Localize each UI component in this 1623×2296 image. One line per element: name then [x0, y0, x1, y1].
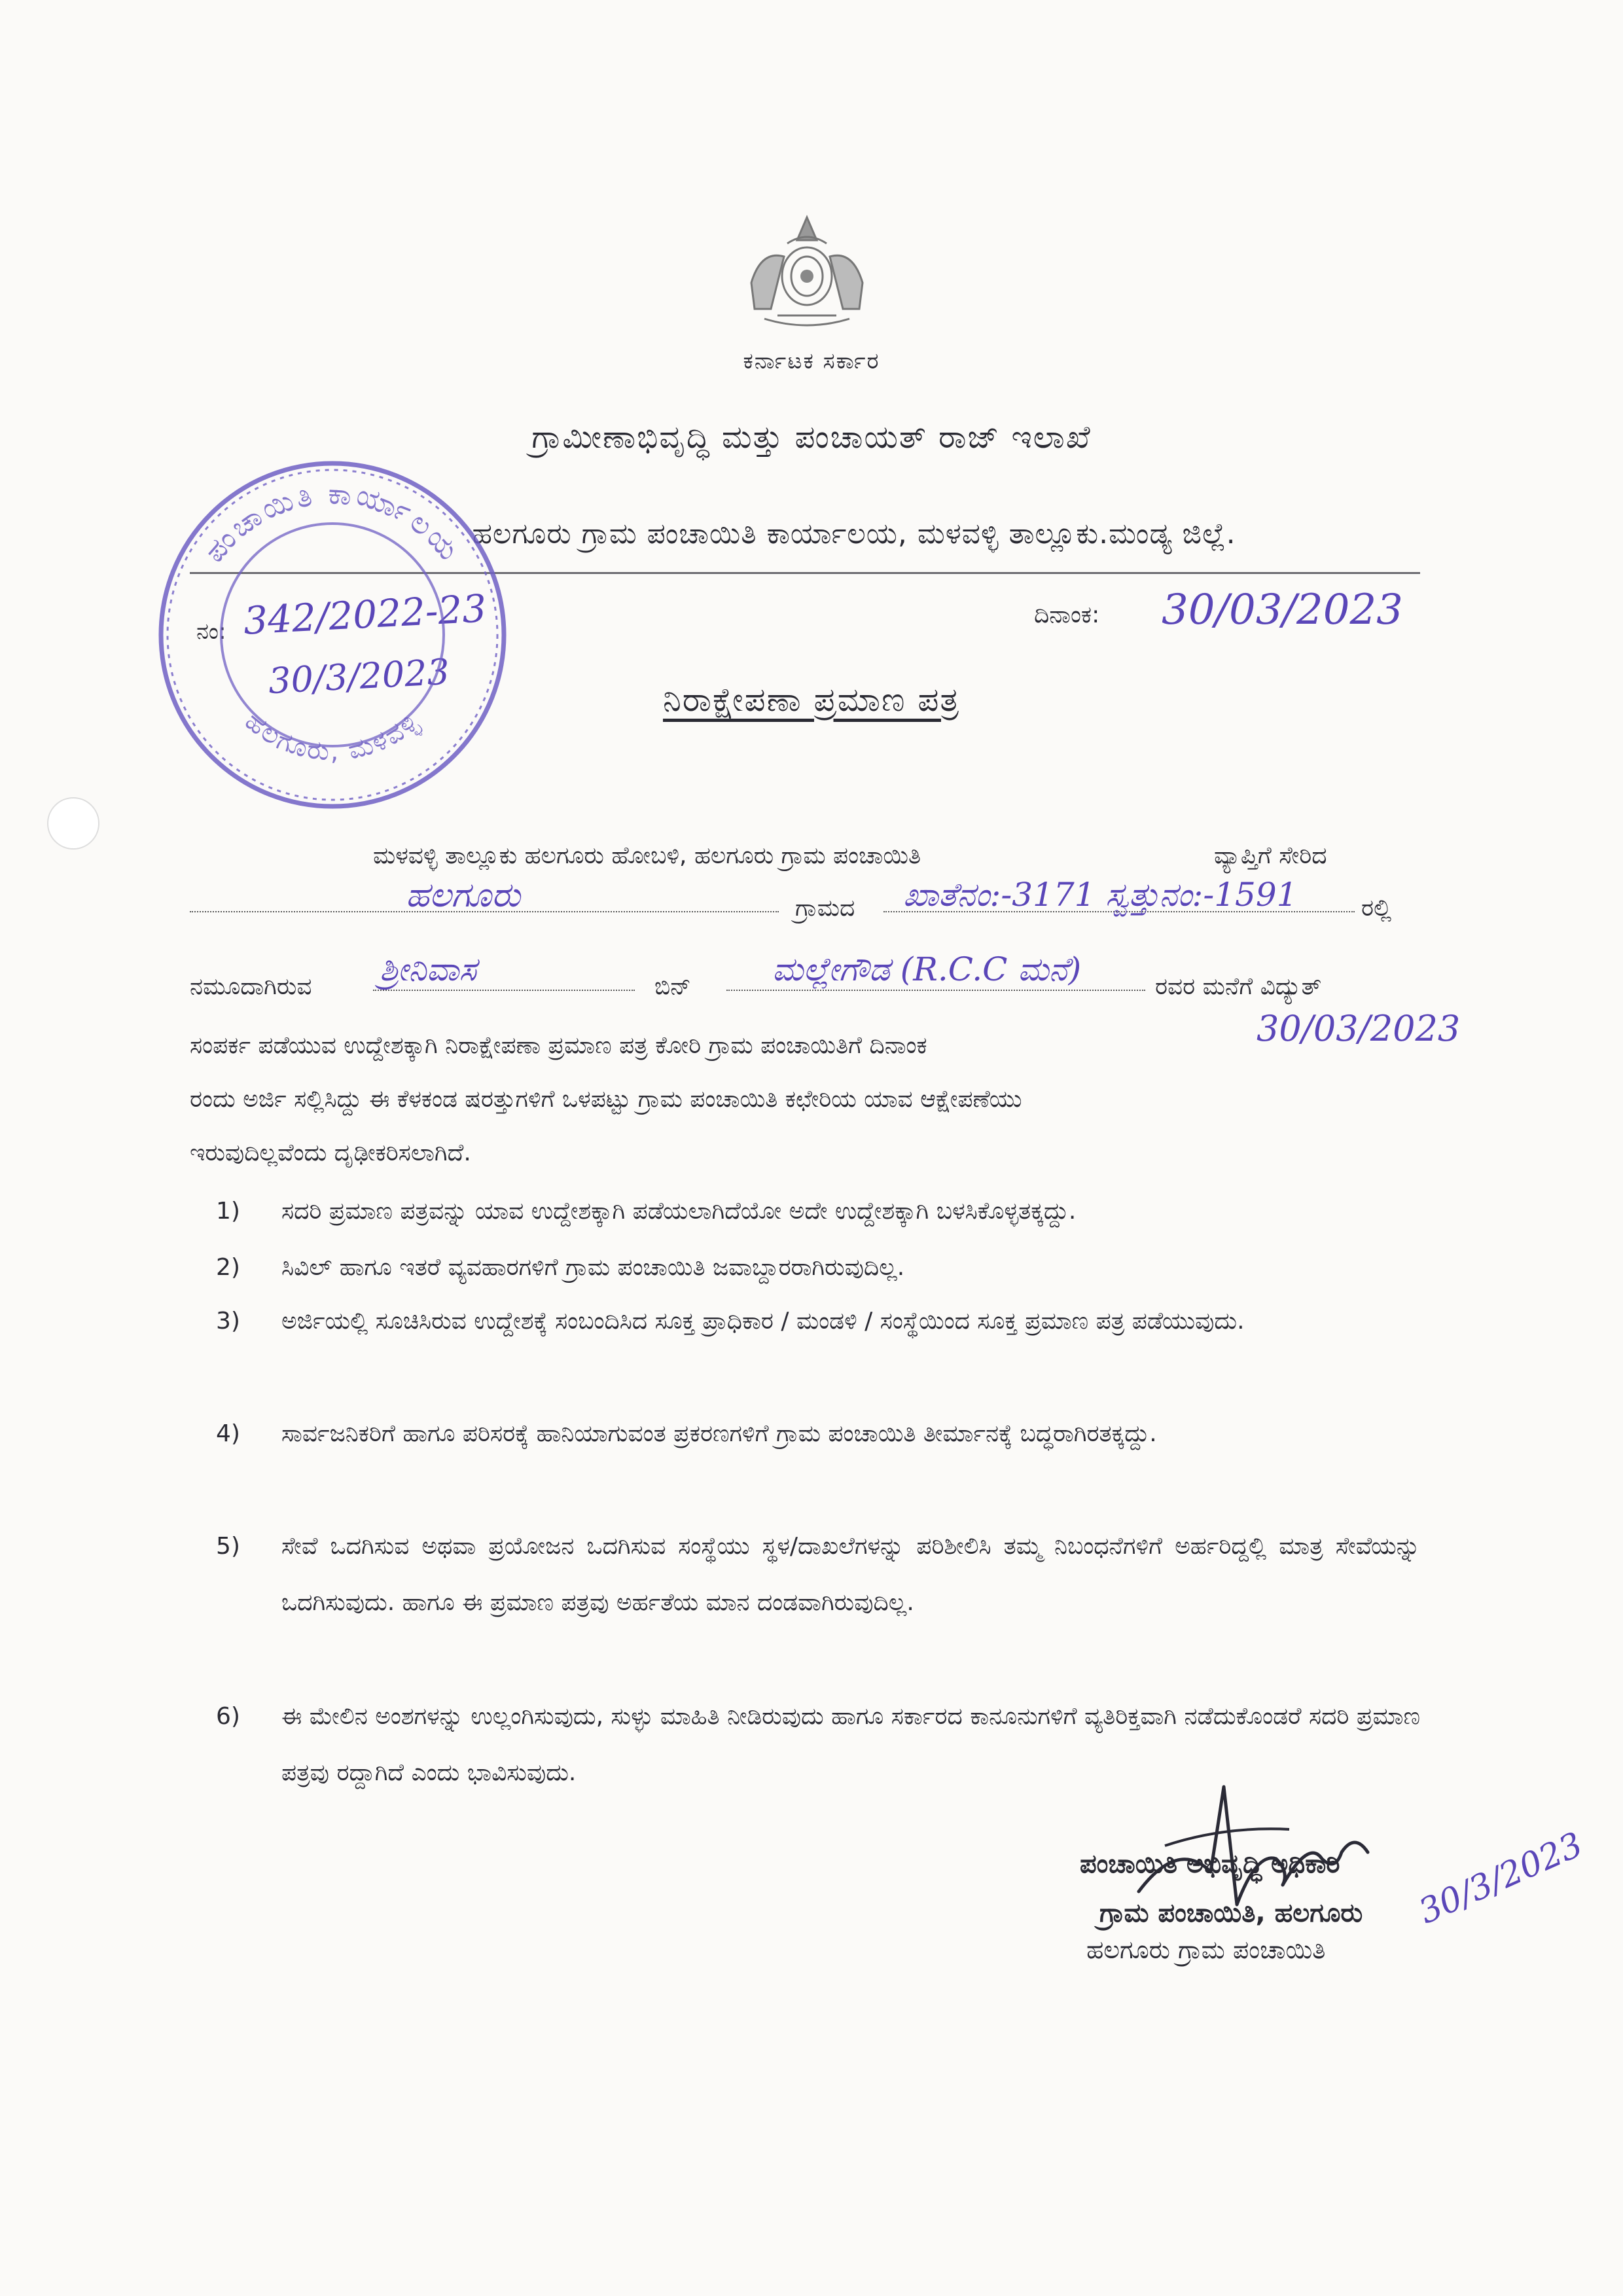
list-item-number: 1)	[216, 1198, 240, 1225]
karnataka-emblem-icon	[725, 204, 889, 329]
list-item-number: 6)	[216, 1703, 240, 1730]
list-item-number: 5)	[216, 1533, 240, 1560]
certificate-title: ನಿರಾಕ್ಷೇಪಣಾ ಪ್ರಮಾಣ ಪತ್ರ	[663, 681, 960, 719]
body-line-1-end: ವ್ಯಾಪ್ತಿಗೆ ಸೇರಿದ	[1214, 842, 1327, 869]
punch-hole	[47, 797, 99, 850]
body-line-1: ಮಳವಳ್ಳಿ ತಾಲ್ಲೂಕು ಹಲಗೂರು ಹೋಬಳಿ, ಹಲಗೂರು ಗ್ರಾಮ ಪಂಚಾಯಿತಿ	[373, 842, 921, 869]
signatory-designation: ಪಂಚಾಯಿತಿ ಅಭಿವೃದ್ಧಿ ಅಧಿಕಾರಿ	[1080, 1849, 1340, 1879]
father-fill-line	[726, 990, 1145, 991]
seal-top-text: ಪಂಚಾಯಿತಿ ಕಾರ್ಯಾಲಯ	[198, 477, 467, 569]
date-value: 30/03/2023	[1162, 586, 1403, 634]
list-item-number: 2)	[216, 1254, 240, 1281]
body-line-2-end: ರಲ್ಲಿ	[1361, 895, 1392, 922]
signature-date: 30/3/2023	[1413, 1825, 1589, 1932]
body-line-5: ರಂದು ಅರ್ಜಿ ಸಲ್ಲಿಸಿದ್ದು ಈ ಕೆಳಕಂಡ ಷರತ್ತುಗಳಿಗೆ ಒಳಪಟ್ಟು ಗ್ರಾಮ ಪಂಚಾಯಿತಿ ಕಛೇರಿಯ ಯಾವ ಆಕ್ಷೇಪಣೆಯು	[190, 1086, 1022, 1113]
office-seal-icon	[149, 452, 516, 818]
signatory-office-line-2: ಹಲಗೂರು ಗ್ರಾಮ ಪಂಚಾಯಿತಿ	[1086, 1935, 1326, 1964]
list-item-text: ಸೇವೆ ಒದಗಿಸುವ ಅಥವಾ ಪ್ರಯೋಜನ ಒದಗಿಸುವ ಸಂಸ್ಥೆಯು ಸ್ಥಳ/ದಾಖಲೆಗಳನ್ನು ಪರಿಶೀಲಿಸಿ ತಮ್ಮ ನಿಬಂಧನೆಗಳಿಗೆ ಅರ್ಹರಿದ್ದಲ್ಲಿ ಮಾತ್ರ ಸೇವೆಯನ್ನು ಒದಗಿಸುವುದು. ಹಾಗೂ ಈ ಪ್ರಮಾಣ ಪತ್ರವು ಅರ್ಹತೆಯ ಮಾನ ದಂಡವಾಗಿರುವುದಿಲ್ಲ.	[281, 1533, 1420, 1616]
list-item-text: ಅರ್ಜಿಯಲ್ಲಿ ಸೂಚಿಸಿರುವ ಉದ್ದೇಶಕ್ಕೆ ಸಂಬಂದಿಸಿದ ಸೂಕ್ತ ಪ್ರಾಧಿಕಾರ / ಮಂಡಳಿ / ಸಂಸ್ಥೆಯಿಂದ ಸೂಕ್ತ ಪ್ರಮಾಣ ಪತ್ರ ಪಡೆಯುವುದು.	[281, 1308, 1245, 1335]
signatory-office: ಗ್ರಾಮ ಪಂಚಾಯಿತಿ, ಹಲಗೂರು	[1099, 1898, 1363, 1928]
list-item-text: ಈ ಮೇಲಿನ ಅಂಶಗಳನ್ನು ಉಲ್ಲಂಗಿಸುವುದು, ಸುಳ್ಳು ಮಾಹಿತಿ ನೀಡಿರುವುದು ಹಾಗೂ ಸರ್ಕಾರದ ಕಾನೂನುಗಳಿಗೆ ವ್ಯತಿರಿಕ್ತವಾಗಿ ನಡೆದುಕೊಂಡರೆ ಸದರಿ ಪ್ರಮಾಣ ಪತ್ರವು ರದ್ದಾಗಿದೆ ಎಂದು ಭಾವಿಸುವುದು.	[281, 1703, 1420, 1786]
son-of-label: ಬಿನ್	[654, 973, 691, 1000]
seal-bottom-text: ಹಲಗೂರು, ಮಳವಳ್ಳಿ	[239, 706, 426, 767]
list-item-number: 3)	[216, 1308, 240, 1335]
office-address: ಹಲಗೂರು ಗ್ರಾಮ ಪಂಚಾಯಿತಿ ಕಾರ್ಯಾಲಯ, ಮಳವಳ್ಳಿ ತಾಲ್ಲೂಕು.ಮಂಡ್ಯ ಜಿಲ್ಲೆ.	[472, 517, 1236, 550]
reference-number: 342/2022-23	[242, 586, 488, 643]
reference-label: ನಂ:	[196, 619, 226, 645]
list-item-number: 4)	[216, 1420, 240, 1447]
list-item-text: ಸಿವಿಲ್ ಹಾಗೂ ಇತರೆ ವ್ಯವಹಾರಗಳಿಗೆ ಗ್ರಾಮ ಪಂಚಾಯಿತಿ ಜವಾಬ್ದಾರರಾಗಿರುವುದಿಲ್ಲ.	[281, 1254, 905, 1281]
body-line-6: ಇರುವುದಿಲ್ಲವೆಂದು ದೃಢೀಕರಿಸಲಾಗಿದೆ.	[190, 1139, 471, 1166]
applicant-fill-line	[373, 990, 635, 991]
property-handwritten: ಖಾತೆನಂ:-3171 ಸ್ವತ್ತುನಂ:-1591	[903, 876, 1298, 914]
list-item-text: ಸಾರ್ವಜನಿಕರಿಗೆ ಹಾಗೂ ಪರಿಸರಕ್ಕೆ ಹಾನಿಯಾಗುವಂತ ಪ್ರಕರಣಗಳಿಗೆ ಗ್ರಾಮ ಪಂಚಾಯಿತಿ ತೀರ್ಮಾನಕ್ಕೆ ಬದ್ಧರಾಗಿರತಕ್ಕದ್ದು.	[281, 1420, 1157, 1447]
village-handwritten: ಹಲಗೂರು	[406, 876, 521, 915]
body-line-4: ಸಂಪರ್ಕ ಪಡೆಯುವ ಉದ್ದೇಶಕ್ಕಾಗಿ ನಿರಾಕ್ಷೇಪಣಾ ಪ್ರಮಾಣ ಪತ್ರ ಕೋರಿ ಗ್ರಾಮ ಪಂಚಾಯಿತಿಗೆ ದಿನಾಂಕ	[190, 1032, 927, 1059]
list-item-text: ಸದರಿ ಪ್ರಮಾಣ ಪತ್ರವನ್ನು ಯಾವ ಉದ್ದೇಶಕ್ಕಾಗಿ ಪಡೆಯಲಾಗಿದೆಯೋ ಅದೇ ಉದ್ದೇಶಕ್ಕಾಗಿ ಬಳಸಿಕೊಳ್ಳತಕ್ಕದ್ದು.	[281, 1198, 1077, 1225]
svg-text:ಹಲಗೂರು, ಮಳವಳ್ಳಿ	[240, 706, 427, 767]
applicant-handwritten: ಶ್ರೀನಿವಾಸ	[380, 950, 477, 988]
body-line-3-start: ನಮೂದಾಗಿರುವ	[190, 973, 312, 1000]
application-date: 30/03/2023	[1257, 1008, 1461, 1049]
body-line-3-end: ರವರ ಮನೆಗೆ ವಿದ್ಯುತ್	[1155, 973, 1322, 1000]
father-handwritten: ಮಲ್ಲೇಗೌಡ (R.C.C ಮನೆ)	[772, 950, 1082, 988]
village-label: ಗ್ರಾಮದ	[795, 895, 855, 922]
government-name: ಕರ್ನಾಟಕ ಸರ್ಕಾರ	[743, 348, 880, 374]
reference-date: 30/3/2023	[267, 651, 451, 702]
date-label: ದಿನಾಂಕ:	[1034, 601, 1100, 628]
department-name: ಗ್ರಾಮೀಣಾಭಿವೃದ್ಧಿ ಮತ್ತು ಪಂಚಾಯತ್ ರಾಜ್ ಇಲಾಖೆ	[531, 419, 1092, 456]
